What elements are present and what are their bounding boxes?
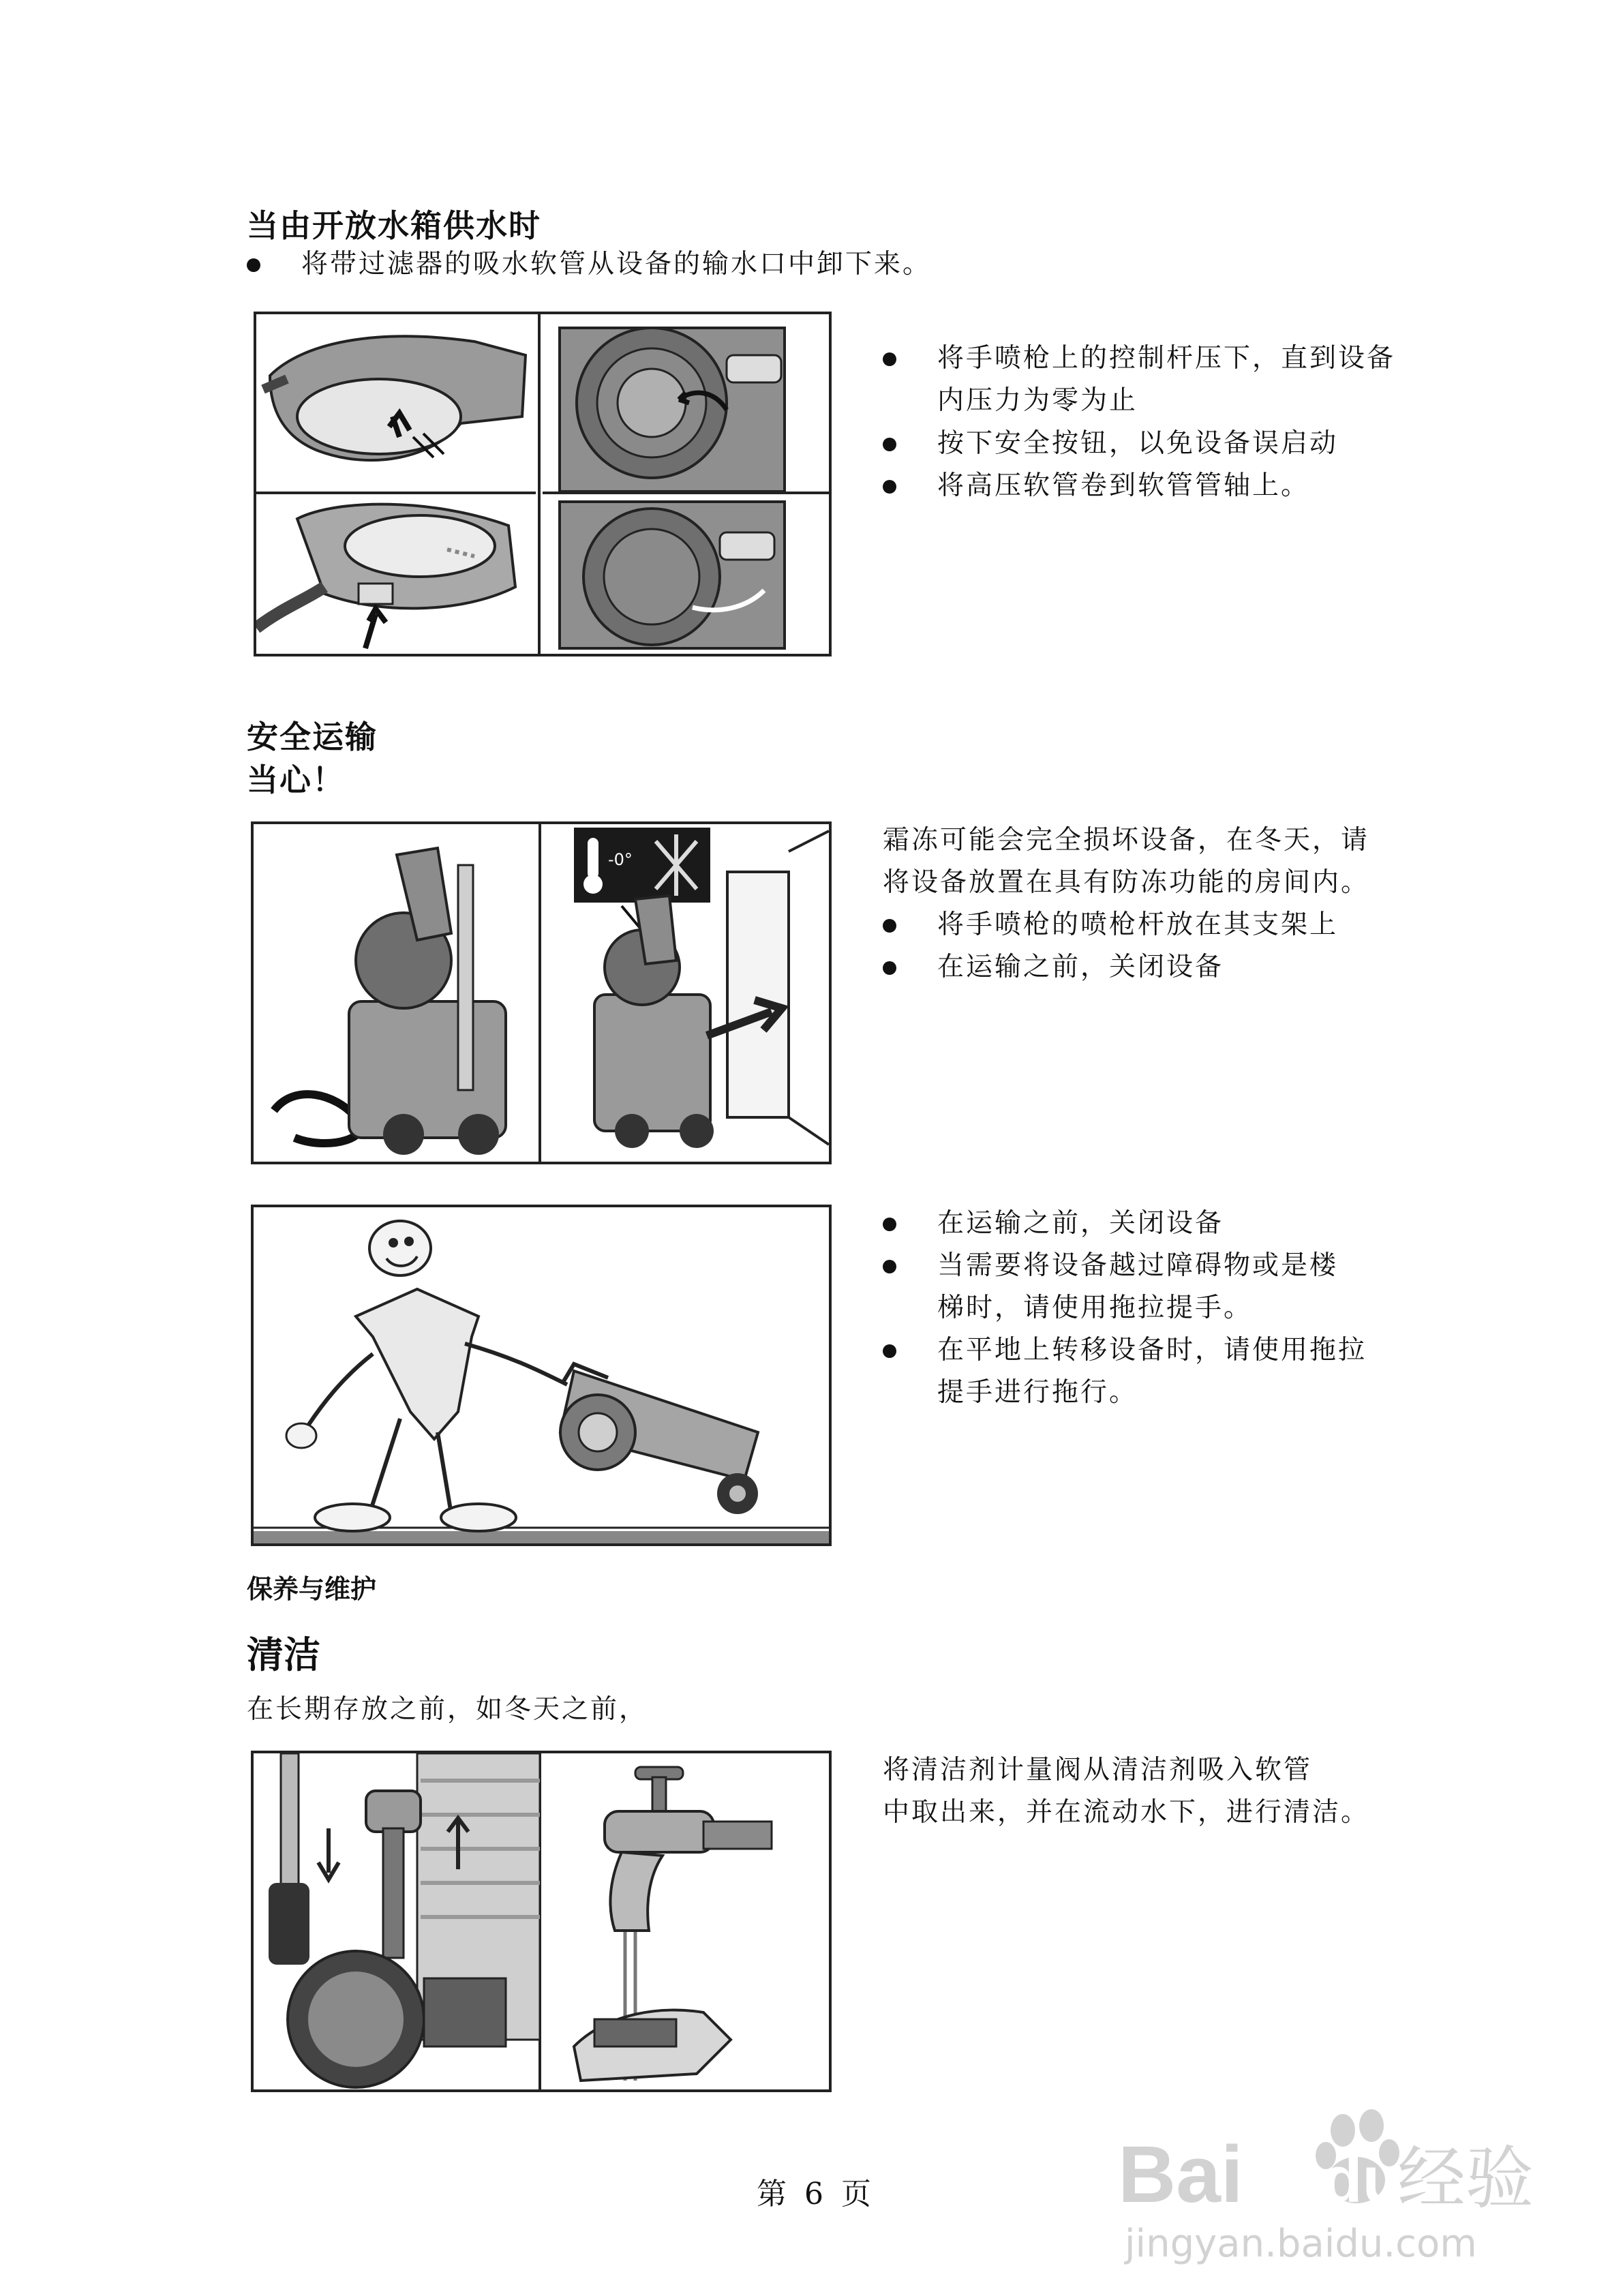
bullet-icon: [883, 1218, 896, 1231]
figure-frost-storage: [251, 821, 832, 1164]
bullet-icon: [883, 438, 896, 451]
figure-pulling-cart: [251, 1205, 832, 1546]
cleaning-text-line-2: 中取出来，并在流动水下，进行清洁。: [883, 1797, 1370, 1828]
baidu-watermark: [1118, 2100, 1554, 2270]
bullet-text: 将手喷枪的喷枪杆放在其支架上: [937, 909, 1339, 940]
list-item: [883, 1245, 1530, 1329]
bullet-text: 将手喷枪上的控制杆压下，直到设备 内压力为零为止: [937, 343, 1396, 416]
bullet-text: 在运输之前，关闭设备: [937, 952, 1224, 982]
section-title-water-tank: 当由开放水箱供水时: [247, 207, 541, 244]
cleaning-intro: 在长期存放之前，如冬天之前，: [247, 1694, 648, 1725]
figure-spray-gun-and-hose-reel: [254, 312, 832, 656]
thermometer-label: -0°: [608, 850, 633, 869]
list-item: [883, 1329, 1530, 1414]
section-title-transport: 安全运输: [247, 719, 378, 755]
bullet-icon: [883, 352, 896, 366]
bullet-text: 将带过滤器的吸水软管从设备的输水口中卸下来。: [301, 249, 932, 280]
section-title-maintenance: 保养与维护: [247, 1574, 377, 1604]
list-item: [883, 337, 1530, 426]
list-item: [883, 1203, 1530, 1245]
bullet-icon: [883, 961, 896, 975]
figure-detergent-valve-cleaning: [251, 1751, 832, 2092]
frost-warning-line-2: 将设备放置在具有防冻功能的房间内。: [883, 867, 1370, 898]
watermark-url: jingyan.baidu.com: [1125, 2222, 1477, 2266]
cleaning-text-line-1: 将清洁剂计量阀从清洁剂吸入软管: [883, 1755, 1313, 1785]
bullet-icon: [883, 1260, 896, 1273]
bullet-text: 按下安全按钮，以免设备误启动: [937, 428, 1339, 459]
watermark-brand-cn: 经验: [1397, 2139, 1534, 2218]
bullet-text: 当需要将设备越过障碍物或是楼 梯时，请使用拖拉提手。: [937, 1250, 1339, 1323]
watermark-brand: Bai: [1118, 2130, 1243, 2220]
bullet-icon: [247, 258, 260, 272]
bullet-text: 在平地上转移设备时，请使用拖拉 提手进行拖行。: [937, 1335, 1367, 1408]
bullet-icon: [883, 919, 896, 933]
list-item: [883, 904, 1530, 946]
bullet-icon: [883, 1344, 896, 1358]
watermark-brand-2: du: [1322, 2143, 1403, 2216]
list-item: [247, 243, 1269, 286]
caution-heading: 当心！: [247, 761, 345, 798]
bullet-text: 将高压软管卷到软管管轴上。: [937, 470, 1310, 501]
list-item: [883, 946, 1530, 988]
cleaning-heading: 清洁: [247, 1633, 320, 1676]
frost-warning-line-1: 霜冻可能会完全损坏设备，在冬天，请: [883, 825, 1370, 856]
list-item: [883, 423, 1530, 465]
page-number: 第 6 页: [757, 2177, 875, 2211]
list-item: [883, 465, 1530, 507]
bullet-icon: [883, 480, 896, 494]
bullet-text: 在运输之前，关闭设备: [937, 1208, 1224, 1239]
